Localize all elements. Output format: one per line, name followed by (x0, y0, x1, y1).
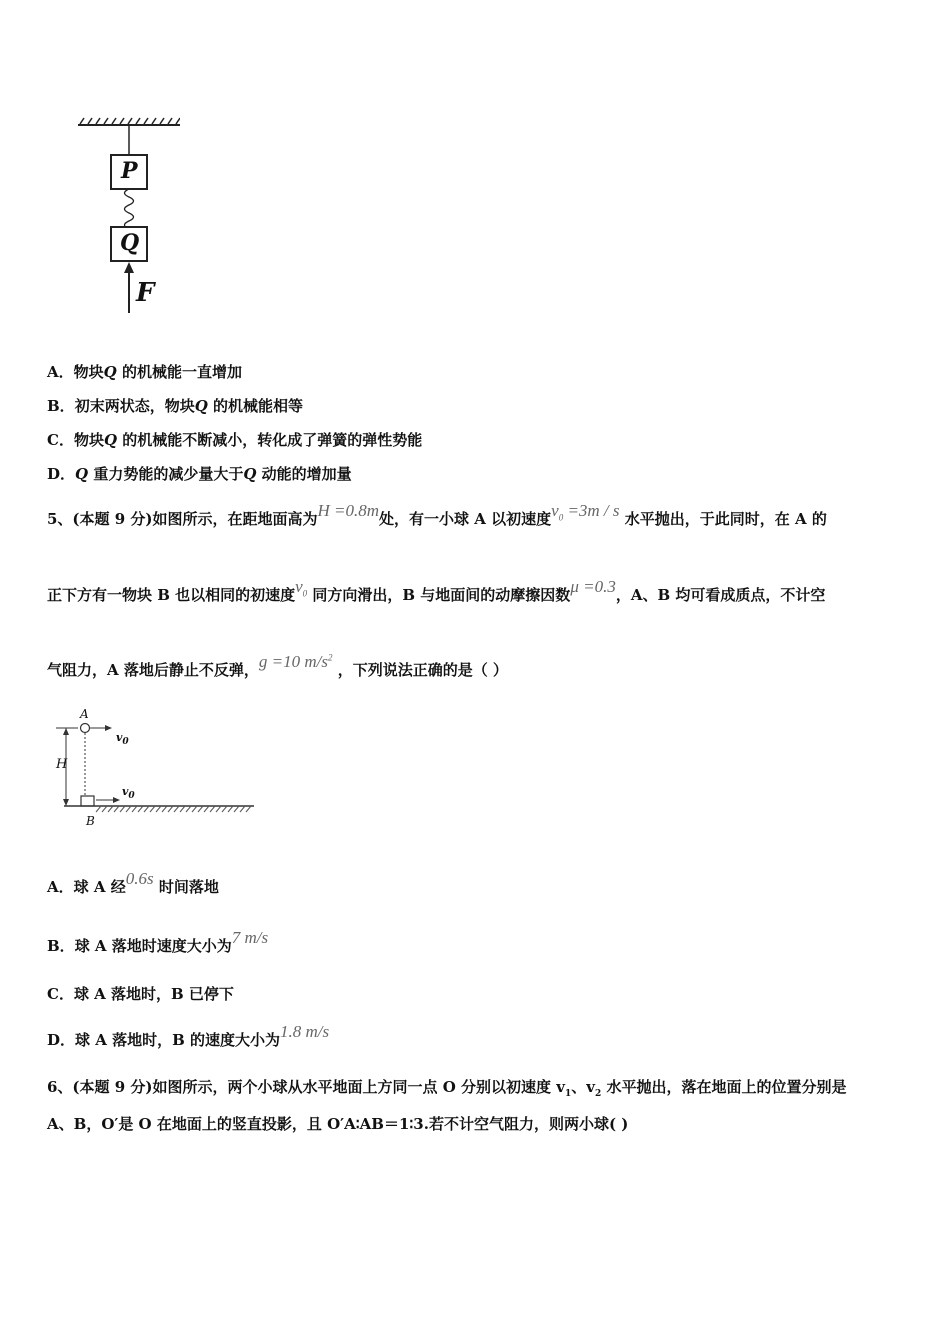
fig-label-v0-bottom: $v_0$ (122, 785, 135, 802)
label-q: Q (120, 230, 140, 256)
q6-line-2: A、B，O′是 O 在地面上的竖直投影，且 O′A∶AB＝1∶3.若不计空气阻力，则两小球( ) (47, 1115, 629, 1133)
math-speed-a: 7 m/s (231, 928, 269, 947)
label-f: F (136, 278, 155, 308)
ball-a (81, 724, 90, 733)
math-velocity: $v_0 =3m / s$ (551, 501, 620, 523)
math-mu: μ =0.3 (570, 577, 616, 596)
q5-line-2: 正下方有一物块 B 也以相同的初速度$v_0$ 同方向滑出，B 与地面间的动摩擦因数μ =0.3，A、B 均可看成质点，不计空 (47, 577, 826, 604)
math-time: 0.6s (125, 869, 154, 888)
q5-line-3: 气阻力，A 落地后静止不反弹，g =10 $m/s^2$ ，下列说法正确的是（ ） (47, 652, 508, 679)
math-speed-b: 1.8 m/s (280, 1022, 330, 1041)
q4-option-d: D．Q 重力势能的减少量大于Q 动能的增加量 (47, 465, 352, 483)
math-g: g =10 $m/s^2$ (258, 652, 333, 671)
math-v0: $v_0$ (295, 577, 308, 599)
force-arrow-head (124, 262, 134, 273)
label-p: P (121, 158, 138, 184)
q4-option-c: C．物块Q 的机械能不断减小，转化成了弹簧的弹性势能 (47, 431, 423, 449)
ground-hatch (96, 806, 251, 812)
projectile-figure (52, 708, 257, 830)
fig-label-b: B (86, 814, 95, 828)
ceiling-hatch (80, 118, 180, 124)
q5-line-1: 5、(本题 9 分)如图所示，在距地面高为H =0.8m处，有一小球 A 以初速度$v_0 =3m / s$ 水平抛出，于此同时，在 A 的 (47, 501, 827, 528)
q4-option-a: A．物块Q 的机械能一直增加 (47, 363, 242, 381)
q5-option-c: C．球 A 落地时，B 已停下 (47, 985, 234, 1003)
q4-option-b: B．初末两状态，物块Q 的机械能相等 (47, 397, 304, 415)
block-b (81, 796, 94, 806)
q5-option-a: A．球 A 经0.6s 时间落地 (47, 869, 219, 896)
fig-label-h: H (56, 757, 68, 772)
q5-option-d: D．球 A 落地时，B 的速度大小为1.8 m/s (47, 1022, 330, 1049)
spring-pq-figure (70, 115, 180, 320)
q6-line-1: 6、(本题 9 分)如图所示，两个小球从水平地面上方同一点 O 分别以初速度 $v_1$、$v_2$ 水平抛出，落在地面上的位置分别是 (47, 1078, 847, 1099)
q5-option-b: B．球 A 落地时速度大小为7 m/s (47, 928, 269, 955)
math-height: H =0.8m (317, 501, 380, 520)
fig-label-a: A (80, 707, 89, 721)
fig-label-v0-top: $v_0$ (116, 731, 129, 748)
